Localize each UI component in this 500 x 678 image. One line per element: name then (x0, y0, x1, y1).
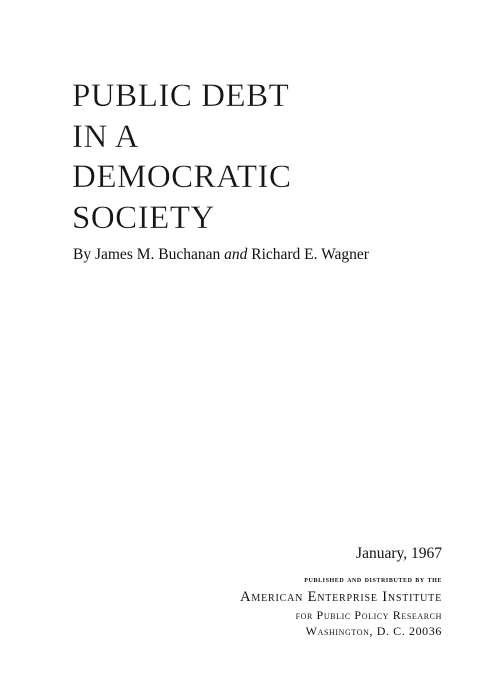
title-line-1: PUBLIC DEBT (72, 78, 290, 114)
publisher-info (240, 573, 442, 639)
publisher-subtitle: for Public Policy Research (295, 608, 442, 622)
title-line-4: SOCIETY (72, 199, 215, 236)
published-by-label: published and distributed by the (304, 574, 442, 584)
publisher-location: Washington, D. C. 20036 (305, 624, 442, 638)
byline-prefix: By (73, 246, 92, 263)
publication-date: January, 1967 (356, 545, 442, 562)
byline-conjunction: and (224, 246, 248, 263)
author-name: James M. Buchanan (94, 246, 221, 263)
book-title (72, 76, 292, 238)
byline (73, 245, 369, 265)
title-line-2: IN A (72, 118, 140, 155)
author-name: Richard E. Wagner (251, 246, 369, 263)
publisher-name: American Enterprise Institute (240, 589, 442, 605)
title-line-3: DEMOCRATIC (72, 159, 292, 195)
